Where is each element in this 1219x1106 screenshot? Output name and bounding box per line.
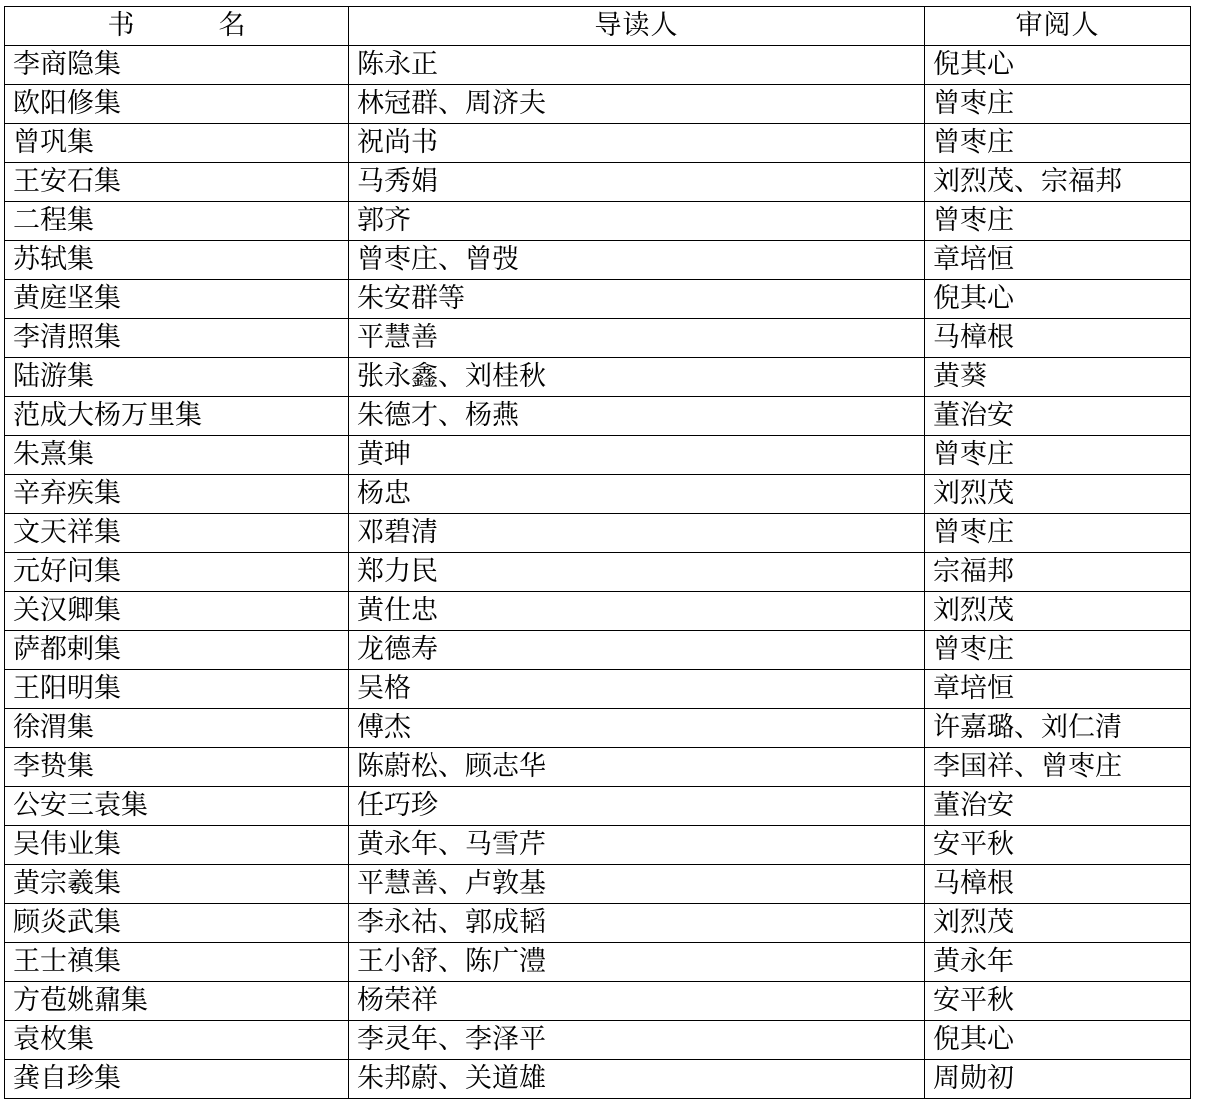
cell-book-title: 李清照集 bbox=[5, 319, 349, 358]
cell-guide-person: 郑力民 bbox=[349, 553, 925, 592]
cell-book-title: 李贽集 bbox=[5, 748, 349, 787]
table-row bbox=[5, 826, 1191, 865]
cell-guide-person: 陈蔚松、顾志华 bbox=[349, 748, 925, 787]
table-row bbox=[5, 709, 1191, 748]
table-row bbox=[5, 280, 1191, 319]
cell-book-title: 陆游集 bbox=[5, 358, 349, 397]
cell-guide-person: 杨忠 bbox=[349, 475, 925, 514]
cell-book-title: 范成大杨万里集 bbox=[5, 397, 349, 436]
cell-reviewer: 董治安 bbox=[925, 787, 1191, 826]
table-row bbox=[5, 475, 1191, 514]
cell-guide-person: 吴格 bbox=[349, 670, 925, 709]
table-row bbox=[5, 46, 1191, 85]
table-row bbox=[5, 163, 1191, 202]
cell-book-title: 元好问集 bbox=[5, 553, 349, 592]
cell-book-title: 二程集 bbox=[5, 202, 349, 241]
table-row bbox=[5, 241, 1191, 280]
cell-guide-person: 张永鑫、刘桂秋 bbox=[349, 358, 925, 397]
cell-book-title: 萨都剌集 bbox=[5, 631, 349, 670]
cell-reviewer: 刘烈茂 bbox=[925, 592, 1191, 631]
table-row bbox=[5, 514, 1191, 553]
table-row bbox=[5, 943, 1191, 982]
cell-reviewer: 曾枣庄 bbox=[925, 436, 1191, 475]
cell-reviewer: 宗福邦 bbox=[925, 553, 1191, 592]
table-row bbox=[5, 865, 1191, 904]
cell-book-title: 徐渭集 bbox=[5, 709, 349, 748]
cell-reviewer: 黄葵 bbox=[925, 358, 1191, 397]
cell-guide-person: 朱邦蔚、关道雄 bbox=[349, 1060, 925, 1099]
cell-guide-person: 李永祜、郭成韬 bbox=[349, 904, 925, 943]
cell-book-title: 王士禛集 bbox=[5, 943, 349, 982]
cell-reviewer: 安平秋 bbox=[925, 982, 1191, 1021]
cell-book-title: 龚自珍集 bbox=[5, 1060, 349, 1099]
cell-book-title: 苏轼集 bbox=[5, 241, 349, 280]
cell-guide-person: 黄永年、马雪芹 bbox=[349, 826, 925, 865]
cell-reviewer: 刘烈茂 bbox=[925, 904, 1191, 943]
table-row bbox=[5, 124, 1191, 163]
column-header-title bbox=[5, 7, 349, 46]
cell-reviewer: 马樟根 bbox=[925, 865, 1191, 904]
table-row bbox=[5, 904, 1191, 943]
table-row bbox=[5, 319, 1191, 358]
table-row bbox=[5, 748, 1191, 787]
cell-guide-person: 邓碧清 bbox=[349, 514, 925, 553]
cell-book-title: 王阳明集 bbox=[5, 670, 349, 709]
table-row bbox=[5, 85, 1191, 124]
cell-reviewer: 曾枣庄 bbox=[925, 631, 1191, 670]
table-row bbox=[5, 358, 1191, 397]
cell-guide-person: 李灵年、李泽平 bbox=[349, 1021, 925, 1060]
column-header-guide: 导读人 bbox=[349, 7, 925, 46]
cell-book-title: 方苞姚鼐集 bbox=[5, 982, 349, 1021]
cell-book-title: 顾炎武集 bbox=[5, 904, 349, 943]
cell-book-title: 欧阳修集 bbox=[5, 85, 349, 124]
cell-reviewer: 董治安 bbox=[925, 397, 1191, 436]
cell-reviewer: 倪其心 bbox=[925, 280, 1191, 319]
table-row bbox=[5, 631, 1191, 670]
book-editors-table bbox=[4, 6, 1191, 1099]
cell-reviewer: 章培恒 bbox=[925, 670, 1191, 709]
table-row bbox=[5, 592, 1191, 631]
cell-reviewer: 曾枣庄 bbox=[925, 514, 1191, 553]
cell-book-title: 朱熹集 bbox=[5, 436, 349, 475]
cell-guide-person: 祝尚书 bbox=[349, 124, 925, 163]
cell-reviewer: 李国祥、曾枣庄 bbox=[925, 748, 1191, 787]
cell-book-title: 公安三袁集 bbox=[5, 787, 349, 826]
table-row bbox=[5, 553, 1191, 592]
cell-book-title: 辛弃疾集 bbox=[5, 475, 349, 514]
cell-guide-person: 龙德寿 bbox=[349, 631, 925, 670]
cell-guide-person: 黄珅 bbox=[349, 436, 925, 475]
table-row bbox=[5, 202, 1191, 241]
cell-reviewer: 倪其心 bbox=[925, 1021, 1191, 1060]
cell-reviewer: 曾枣庄 bbox=[925, 202, 1191, 241]
cell-book-title: 黄庭坚集 bbox=[5, 280, 349, 319]
cell-guide-person: 王小舒、陈广澧 bbox=[349, 943, 925, 982]
cell-book-title: 袁枚集 bbox=[5, 1021, 349, 1060]
table-row bbox=[5, 982, 1191, 1021]
cell-book-title: 吴伟业集 bbox=[5, 826, 349, 865]
cell-guide-person: 傅杰 bbox=[349, 709, 925, 748]
table-row bbox=[5, 1060, 1191, 1099]
cell-reviewer: 马樟根 bbox=[925, 319, 1191, 358]
cell-reviewer: 倪其心 bbox=[925, 46, 1191, 85]
cell-guide-person: 平慧善、卢敦基 bbox=[349, 865, 925, 904]
cell-guide-person: 杨荣祥 bbox=[349, 982, 925, 1021]
table-row bbox=[5, 397, 1191, 436]
cell-reviewer: 黄永年 bbox=[925, 943, 1191, 982]
cell-book-title: 关汉卿集 bbox=[5, 592, 349, 631]
cell-guide-person: 马秀娟 bbox=[349, 163, 925, 202]
cell-guide-person: 黄仕忠 bbox=[349, 592, 925, 631]
cell-reviewer: 刘烈茂、宗福邦 bbox=[925, 163, 1191, 202]
cell-reviewer: 安平秋 bbox=[925, 826, 1191, 865]
cell-book-title: 黄宗羲集 bbox=[5, 865, 349, 904]
cell-book-title: 李商隐集 bbox=[5, 46, 349, 85]
cell-guide-person: 陈永正 bbox=[349, 46, 925, 85]
cell-guide-person: 平慧善 bbox=[349, 319, 925, 358]
cell-reviewer: 曾枣庄 bbox=[925, 85, 1191, 124]
cell-guide-person: 林冠群、周济夫 bbox=[349, 85, 925, 124]
table-body bbox=[5, 7, 1191, 1099]
cell-book-title: 曾巩集 bbox=[5, 124, 349, 163]
table-header-row bbox=[5, 7, 1191, 46]
cell-guide-person: 曾枣庄、曾弢 bbox=[349, 241, 925, 280]
column-header-review: 审阅人 bbox=[925, 7, 1191, 46]
cell-book-title: 王安石集 bbox=[5, 163, 349, 202]
cell-guide-person: 朱德才、杨燕 bbox=[349, 397, 925, 436]
cell-guide-person: 任巧珍 bbox=[349, 787, 925, 826]
cell-reviewer: 周勋初 bbox=[925, 1060, 1191, 1099]
table-row bbox=[5, 670, 1191, 709]
column-header-title-label: 书 名 bbox=[107, 10, 256, 41]
cell-guide-person: 朱安群等 bbox=[349, 280, 925, 319]
cell-reviewer: 曾枣庄 bbox=[925, 124, 1191, 163]
cell-reviewer: 刘烈茂 bbox=[925, 475, 1191, 514]
cell-reviewer: 许嘉璐、刘仁清 bbox=[925, 709, 1191, 748]
table-row bbox=[5, 1021, 1191, 1060]
table-row bbox=[5, 436, 1191, 475]
cell-book-title: 文天祥集 bbox=[5, 514, 349, 553]
cell-reviewer: 章培恒 bbox=[925, 241, 1191, 280]
cell-guide-person: 郭齐 bbox=[349, 202, 925, 241]
table-row bbox=[5, 787, 1191, 826]
